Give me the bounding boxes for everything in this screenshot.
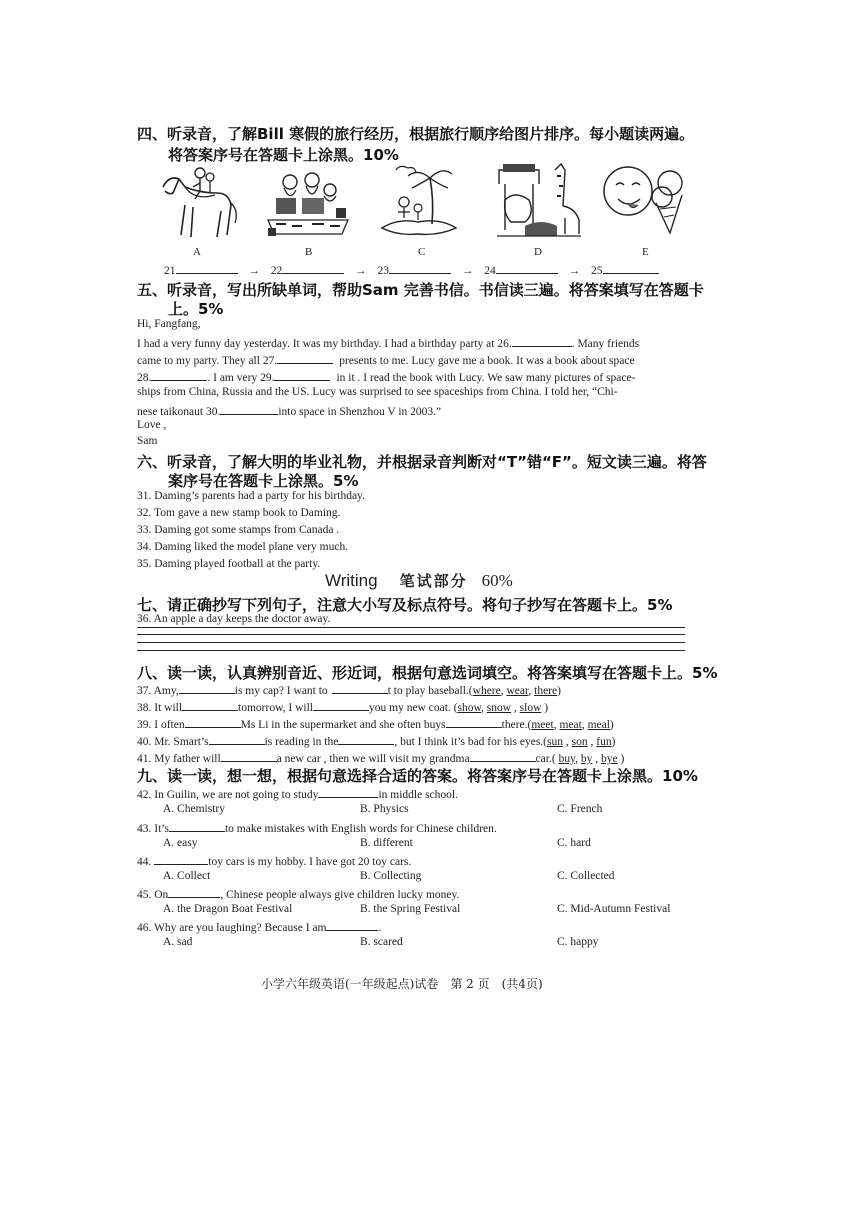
question-text: you my new coat. ( bbox=[369, 702, 458, 714]
statement-35: 35. Daming played football at the party. bbox=[137, 558, 321, 570]
letter-line bbox=[137, 352, 635, 367]
option-c: C. Mid-Autumn Festival bbox=[557, 903, 671, 915]
question-text: ) bbox=[620, 753, 625, 765]
writing-line bbox=[137, 650, 685, 651]
letter-signature: Sam bbox=[137, 435, 158, 447]
answer-blank-28 bbox=[151, 369, 207, 381]
arrow: → bbox=[355, 265, 367, 277]
answer-blank-30 bbox=[220, 403, 278, 415]
question-text: ) bbox=[611, 736, 616, 748]
letter-text: came to my party. They all 27. bbox=[137, 355, 278, 367]
word-choice: meat bbox=[559, 719, 582, 731]
section8-title: 八、读一读，认真辨别音近、形近词，根据句意选词填空。将答案填写在答题卡上。5% bbox=[137, 664, 718, 682]
question-text: . bbox=[378, 922, 382, 934]
horse-riding-picture bbox=[155, 165, 240, 240]
arrow: → bbox=[568, 265, 581, 277]
word-choice: son bbox=[571, 736, 588, 748]
question-text: 40. Mr. Smart’s bbox=[137, 736, 209, 748]
section6-subtitle: 案序号在答题卡上涂黑。5% bbox=[168, 472, 359, 490]
answer-blank bbox=[496, 262, 558, 274]
answer-blank bbox=[332, 682, 388, 694]
question-text: car.( bbox=[535, 753, 556, 765]
answer-blank bbox=[338, 733, 394, 745]
word-choice: buy bbox=[558, 753, 576, 765]
question-text: is my cap? I want to bbox=[234, 685, 328, 697]
option-b: B. the Spring Festival bbox=[360, 903, 461, 915]
option-c: C. hard bbox=[557, 837, 591, 849]
question-text: 39. I often bbox=[137, 719, 185, 731]
question-37: 37. Amy, is my cap? I want to t to play baseball.(where, wear, there) bbox=[137, 682, 561, 697]
arrow: → bbox=[248, 265, 260, 277]
question-39: 39. I often Ms Li in the supermarket and she often buys there.(meet, meat, meal) bbox=[137, 716, 614, 731]
island-beach-picture bbox=[378, 162, 460, 242]
letter-text: into space in Shenzhou V in 2003.” bbox=[278, 406, 442, 418]
order-number: 21 bbox=[164, 265, 176, 277]
question-42 bbox=[137, 786, 458, 801]
answer-blank bbox=[179, 682, 235, 694]
option-a: A. sad bbox=[163, 936, 193, 948]
section7-title: 七、请正确抄写下列句子，注意大小写及标点符号。将句子抄写在答题卡上。5% bbox=[137, 596, 673, 614]
question-text: 44. bbox=[137, 856, 152, 868]
letter-text: nese taikonaut 30. bbox=[137, 406, 221, 418]
option-c: C. Collected bbox=[557, 870, 615, 882]
question-text: 37. Amy, bbox=[137, 685, 179, 697]
option-b: B. scared bbox=[360, 936, 403, 948]
option-b: B. different bbox=[360, 837, 413, 849]
word-choice: show bbox=[457, 702, 482, 714]
word-choice: there bbox=[534, 685, 558, 697]
option-b: B. Collecting bbox=[360, 870, 422, 882]
option-a: A. Chemistry bbox=[163, 803, 225, 815]
order-number: 25 bbox=[591, 265, 603, 277]
section9-title: 九、读一读，想一想，根据句意选择合适的答案。将答案序号在答题卡上涂黑。10% bbox=[137, 767, 698, 785]
statement-33: 33. Daming got some stamps from Canada . bbox=[137, 524, 340, 536]
question-38: 38. It will tomorrow, I will you my new coat. (show, snow , slow ) bbox=[137, 699, 548, 714]
writing-line bbox=[137, 642, 685, 643]
question-text: 43. It’s bbox=[137, 823, 169, 835]
question-text: 41. My father will bbox=[137, 753, 221, 765]
order-sequence bbox=[164, 262, 659, 277]
answer-blank bbox=[326, 919, 378, 931]
ice-cream-picture bbox=[598, 163, 694, 238]
answer-blank-29 bbox=[274, 369, 330, 381]
question-text: , Chinese people always give children lucky money. bbox=[220, 889, 460, 901]
word-choice: fun bbox=[596, 736, 612, 748]
answer-blank bbox=[470, 750, 536, 762]
answer-blank-27 bbox=[277, 352, 333, 364]
answer-blank bbox=[446, 716, 502, 728]
answer-blank bbox=[313, 699, 369, 711]
option-b: B. Physics bbox=[360, 803, 409, 815]
statement-32: 32. Tom gave a new stamp book to Daming. bbox=[137, 507, 341, 519]
question-text: is reading in the bbox=[264, 736, 339, 748]
question-44 bbox=[137, 853, 411, 868]
letter-line bbox=[137, 335, 639, 350]
order-number: 24 bbox=[484, 265, 496, 277]
answer-blank-26 bbox=[512, 335, 572, 347]
answer-blank bbox=[603, 262, 659, 274]
section4-title: 四、听录音，了解Bill 寒假的旅行经历，根据旅行顺序给图片排序。每小题读两遍。 bbox=[137, 125, 695, 143]
family-picnic-picture bbox=[262, 168, 354, 240]
picture-label-c: C bbox=[418, 246, 426, 258]
answer-blank bbox=[185, 716, 241, 728]
option-a: A. easy bbox=[163, 837, 198, 849]
arrow: → bbox=[461, 265, 474, 277]
letter-text: presents to me. Lucy gave me a book. It was a book about space bbox=[339, 355, 635, 367]
word-choice: meet bbox=[531, 719, 554, 731]
question-text: 46. Why are you laughing? Because I am bbox=[137, 922, 327, 934]
word-choice: wear bbox=[506, 685, 529, 697]
section5-title: 五、听录音，写出所缺单词，帮助Sam 完善书信。书信读三遍。将答案填写在答题卡 bbox=[137, 281, 704, 299]
answer-blank bbox=[318, 786, 378, 798]
question-text: t to play baseball.( bbox=[387, 685, 473, 697]
question-text: a new car , then we will visit my grandma bbox=[276, 753, 470, 765]
option-a: A. the Dragon Boat Festival bbox=[163, 903, 293, 915]
question-text: tomorrow, I will bbox=[238, 702, 313, 714]
zoo-animals-picture bbox=[495, 160, 583, 242]
picture-label-b: B bbox=[305, 246, 313, 258]
letter-line: ships from China, Russia and the US. Lucy was surprised to see spaceships from China. I told her, “Chi- bbox=[137, 386, 618, 398]
letter-text: I had a very funny day yesterday. It was my birthday. I had a birthday party at 26. bbox=[137, 338, 512, 350]
order-number: 23 bbox=[377, 265, 389, 277]
question-text: toy cars is my hobby. I have got 20 toy cars. bbox=[208, 856, 412, 868]
answer-blank bbox=[209, 733, 265, 745]
picture-label-a: A bbox=[193, 246, 201, 258]
question-text: there.( bbox=[501, 719, 532, 731]
word-choice: slow bbox=[519, 702, 542, 714]
option-c: C. happy bbox=[557, 936, 599, 948]
question-text: 42. In Guilin, we are not going to study bbox=[137, 789, 319, 801]
writing-header bbox=[325, 570, 513, 591]
question-text: 38. It will bbox=[137, 702, 183, 714]
writing-line bbox=[137, 627, 685, 628]
question-40: 40. Mr. Smart’s is reading in the , but I think it’s bad for his eyes.(sun , son , fun) bbox=[137, 733, 615, 748]
copy-sentence: 36. An apple a day keeps the doctor away. bbox=[137, 613, 331, 625]
question-45 bbox=[137, 886, 459, 901]
question-text: in middle school. bbox=[378, 789, 458, 801]
writing-label: Writing bbox=[325, 571, 378, 590]
question-46 bbox=[137, 919, 381, 934]
letter-text: . Many friends bbox=[571, 338, 640, 350]
statement-34: 34. Daming liked the model plane very much. bbox=[137, 541, 349, 553]
writing-label-cn: 笔试部分 bbox=[399, 572, 468, 590]
word-choice: snow bbox=[486, 702, 512, 714]
answer-blank bbox=[154, 853, 208, 865]
word-choice: sun bbox=[547, 736, 564, 748]
question-text: to make mistakes with English words for Chinese children. bbox=[224, 823, 497, 835]
letter-closing: Love , bbox=[137, 419, 167, 431]
answer-blank bbox=[168, 886, 220, 898]
option-c: C. French bbox=[557, 803, 603, 815]
letter-greeting: Hi, Fangfang, bbox=[137, 318, 201, 330]
section6-title: 六、听录音，了解大明的毕业礼物，并根据录音判断对“T”错“F”。短文读三遍。将答 bbox=[137, 453, 707, 471]
section4-subtitle: 将答案序号在答题卡上涂黑。10% bbox=[168, 146, 399, 164]
picture-label-d: D bbox=[534, 246, 542, 258]
section5-subtitle: 上。5% bbox=[168, 300, 224, 318]
answer-blank bbox=[282, 262, 344, 274]
question-text: Ms Li in the supermarket and she often buys bbox=[240, 719, 446, 731]
question-text: ) bbox=[609, 719, 614, 731]
answer-blank bbox=[169, 820, 225, 832]
question-text: 45. On bbox=[137, 889, 169, 901]
letter-line bbox=[137, 403, 441, 418]
letter-text: . I am very 29. bbox=[207, 372, 275, 384]
writing-percent: 60% bbox=[481, 571, 513, 590]
letter-text: 28. bbox=[137, 372, 152, 384]
letter-text: in it . I read the book with Lucy. We saw many pictures of space- bbox=[336, 372, 636, 384]
answer-blank bbox=[221, 750, 277, 762]
order-number: 22 bbox=[270, 265, 283, 277]
question-text: ) bbox=[557, 685, 561, 697]
word-choice: bye bbox=[600, 753, 618, 765]
answer-blank bbox=[182, 699, 238, 711]
statement-31: 31. Daming’s parents had a party for his birthday. bbox=[137, 490, 365, 502]
writing-line bbox=[137, 634, 685, 635]
picture-label-e: E bbox=[642, 246, 649, 258]
question-43 bbox=[137, 820, 497, 835]
word-choice: meal bbox=[587, 719, 610, 731]
answer-blank bbox=[389, 262, 451, 274]
answer-blank bbox=[176, 262, 238, 274]
word-choice: by bbox=[580, 753, 593, 765]
option-a: A. Collect bbox=[163, 870, 211, 882]
word-choice: where bbox=[472, 685, 501, 697]
question-41: 41. My father will a new car , then we will visit my grandma car.( buy, by , bye ) bbox=[137, 750, 624, 765]
page-footer: 小学六年级英语(一年级起点)试卷 第 2 页 (共4页) bbox=[261, 977, 543, 991]
question-text: , but I think it’s bad for his eyes.( bbox=[394, 736, 548, 748]
letter-line bbox=[137, 369, 635, 384]
question-text: ) bbox=[544, 702, 549, 714]
